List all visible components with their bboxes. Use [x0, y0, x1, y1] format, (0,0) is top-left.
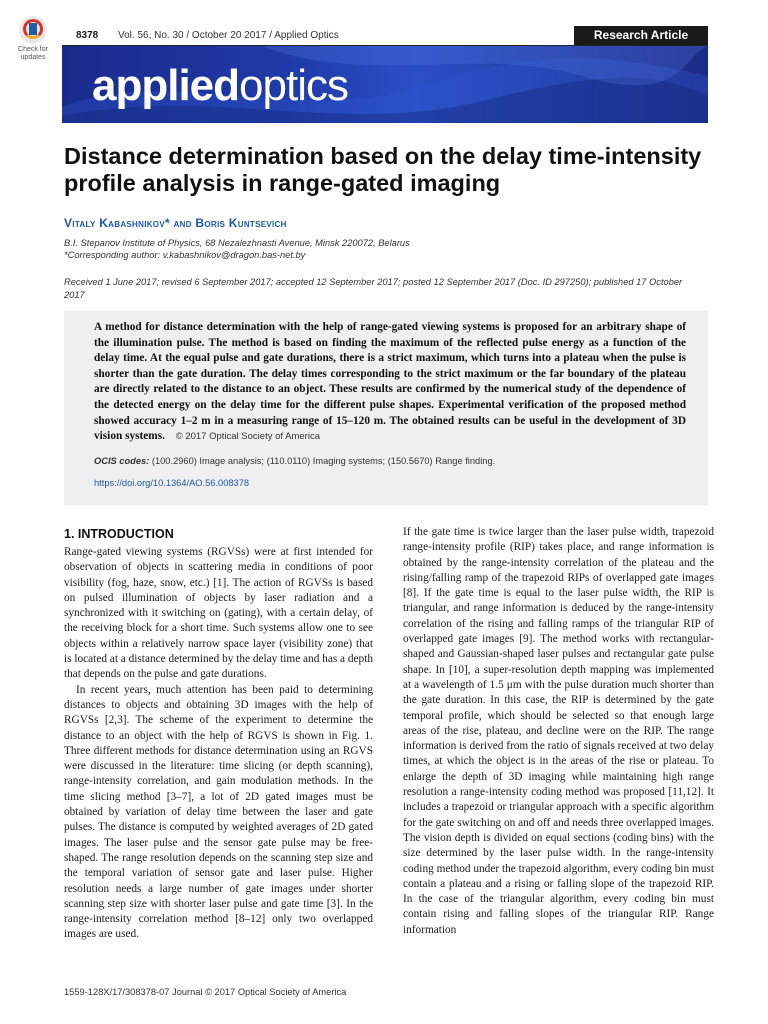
journal-logo: appliedoptics — [92, 61, 348, 110]
abstract-text: A method for distance determination with the help of range-gated viewing systems is proposed for an arbitrary shape of the illumination pulse. The method is based on finding the maximum of the reflected pulse energy as a function of the delay time. At the equal pulse and gate durations, there is a strict maximum, which turns into a plateau when the pulse is shorter than the gate duration. The delay times corresponding to the strict maximum or the far boundary of the plateau are directly related to the distance to an object. These results are confirmed by the numerical study of the dependence of the detected energy on the delay time for the different pulse shapes. Experimental verification of the proposed method showed accuracy 1–2 m in a measuring range of 15–120 m. The obtained results can be useful in the development of 3D vision systems. — [94, 321, 686, 443]
journal-banner — [62, 46, 708, 123]
publication-history: Received 1 June 2017; revised 6 September 2017; accepted 12 September 2017; posted 12 September 2017 (Doc. ID 297250); published 17 October 2017 — [64, 277, 683, 300]
abstract-copyright: © 2017 Optical Society of America — [175, 431, 320, 443]
paragraph: Range-gated viewing systems (RGVSs) were at first intended for observation of objects in scattering media in conditions of poor visibility (fog, haze, snow, etc.) [1]. The action of RGVSs is based on pulsed illumination of objects by laser radiation and a synchronized with it switching on (gating), with a certain delay, of the receiving block for a short time. Such systems allow one to see objects within a relatively narrow space layer (visibility zone) that is located at a distance determined by the delay time and has a depth that depends on the pulse and gate durations. — [64, 546, 373, 681]
section-heading: 1. INTRODUCTION — [64, 527, 174, 541]
body-column-right — [403, 525, 714, 938]
badge-text-line2: updates — [20, 54, 46, 61]
check-for-updates-icon — [19, 16, 47, 44]
paragraph: In recent years, much attention has been paid to determining distances to objects and obtaining 3D images with the help of RGVSs [2,3]. The scheme of the experiment to determine the distance to an object with the help of RGVS is shown in Fig. 1. Three different methods for distance determination using an RGVS were discussed in the literature: time slicing (or depth scanning), range-intensity correlation, and gain modulation methods. In the time slicing method [3–7], a lot of 2D gated images must be obtained by variation of delay time between the laser and gate pulses. The distance is computed by weighted averages of 2D gated images. The laser pulse and the sensor gate pulse may be free-shaped. The range resolution depends on the scanning step size and the temporal variation of sensor gate and laser pulse. Higher resolution needs a large number of gate images under shorter scanning step size with shorter laser pulse and gate time [3]. In the range-intensity correlation method [8–12] only two overlapped images are used. — [64, 683, 373, 941]
paragraph: If the gate time is twice larger than the laser pulse width, trapezoid range-intensity profile (RIP) takes place, and range information is obtained by the range-intensity correlation of the plateau and the rising/falling ramp of the trapezoid RIPs of overlapped gate images [8]. If the gate time is equal to the laser pulse width, the RIP is triangular, and range information is deduced by the range-intensity correlation of the rising and falling ramps of the triangular RIP of overlapped gate images [9]. The method works with rectangular-shaped and Gaussian-shaped laser pulses and rectangular gate pulse shape. In [10], a super-resolution depth mapping was implemented at a wavelength of 1.5 μm with the pulse duration much shorter than the gate duration. In this case, the RIP is determined by the gate temporal profile, which should be selected so that enough large areas of the rise, plateau, and decline were on the RIP. The range information is derived from the ratio of signals received at two delay times, at which the object is in the areas of the rise or plateau. To enlarge the depth of 3D imaging while maintaining high range resolution a range-intensity coding method was proposed [11,12]. It includes a trapezoid or triangular approach with a specific algorithm for the gate switching on and off and needs three overlapped images. The vision depth is divided on equal sections (coding bins) with the size determined by the laser pulse width. In the range-intensity coding method under the trapezoid algorithm, every coding bin must contain a plateau and a rising or falling slope of the trapezoid RIP. In the case of the triangular algorithm, every coding bin must contain rising and falling slopes of the triangular RIP. Range information — [403, 526, 714, 936]
corresponding-author: *Corresponding author: v.kabashnikov@dragon.bas-net.by — [64, 250, 306, 260]
doi-link[interactable]: https://doi.org/10.1364/AO.56.008378 — [94, 478, 250, 488]
article-type-label: Research Article — [574, 26, 708, 45]
footer-copyright: 1559-128X/17/308378-07 Journal © 2017 Optical Society of America — [64, 987, 347, 997]
abstract — [94, 320, 686, 445]
article-title: Distance determination based on the delay time-intensity profile analysis in range-gated imaging — [64, 143, 702, 196]
page-number: 8378 — [76, 30, 99, 41]
author-list: Vitaly Kabashnikov* and Boris Kuntsevich — [64, 216, 287, 230]
journal-reference: Vol. 56, No. 30 / October 20 2017 / Applied Optics — [118, 30, 339, 41]
ocis-text: (100.2960) Image analysis; (110.0110) Imaging systems; (150.5670) Range finding. — [151, 456, 496, 466]
check-for-updates-badge[interactable] — [16, 16, 50, 62]
ocis-codes — [94, 456, 495, 466]
body-column-left — [64, 545, 373, 943]
badge-text-line1: Check for — [18, 46, 48, 53]
affiliation: B.I. Stepanov Institute of Physics, 68 Nezalezhnasti Avenue, Minsk 220072, Belarus — [64, 238, 410, 248]
ocis-label: OCIS codes: — [94, 456, 150, 466]
